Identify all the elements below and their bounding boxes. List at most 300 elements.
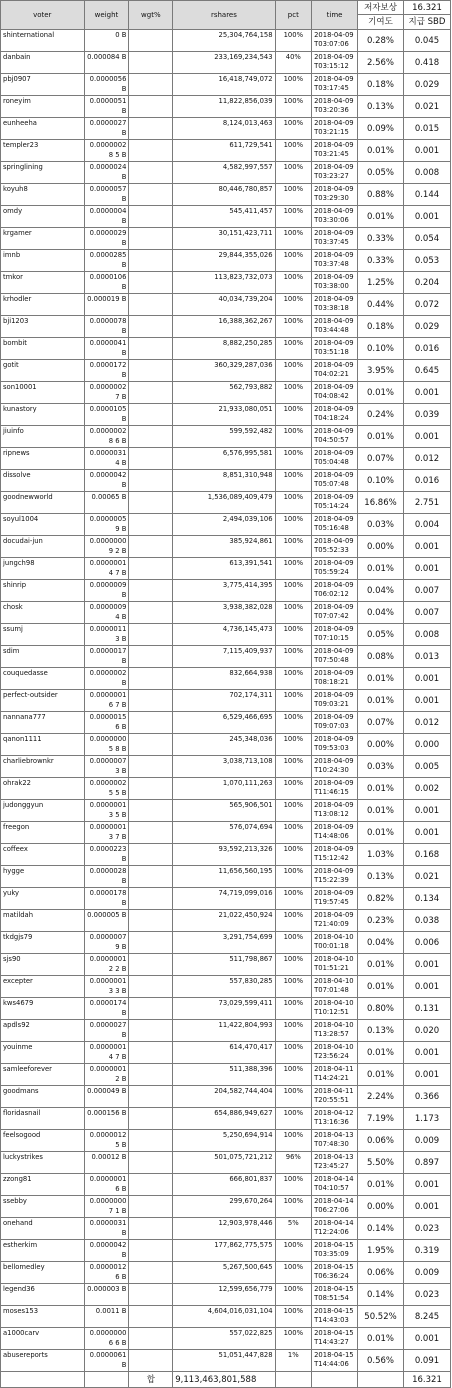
cell-rshares: 25,304,764,158 [173, 30, 275, 52]
cell-voter: floridasnail [1, 1108, 85, 1130]
col-header-pct: pct [275, 1, 312, 30]
cell-time: 2018-04-09T07:10:15 [312, 624, 358, 646]
cell-sbd: 0.072 [403, 294, 450, 316]
cell-contrib: 2.24% [358, 1086, 404, 1108]
cell-wgt-pct [129, 140, 173, 162]
cell-sbd: 0.015 [403, 118, 450, 140]
cell-wgt-pct [129, 426, 173, 448]
cell-wgt-pct [129, 1042, 173, 1064]
cell-weight: 0.0000078 B [84, 316, 129, 338]
cell-rshares: 4,582,997,557 [173, 162, 275, 184]
cell-wgt-pct [129, 888, 173, 910]
cell-contrib: 1.95% [358, 1240, 404, 1262]
table-row [1, 206, 451, 228]
cell-time: 2018-04-09T04:08:42 [312, 382, 358, 404]
cell-rshares: 16,418,749,072 [173, 74, 275, 96]
cell-contrib: 2.56% [358, 52, 404, 74]
cell-sbd: 0.053 [403, 250, 450, 272]
cell-pct: 100% [275, 910, 312, 932]
cell-weight: 0.00000094 B [84, 602, 129, 624]
cell-weight: 0.00000125 B [84, 1130, 129, 1152]
cell-pct: 100% [275, 954, 312, 976]
table-row [1, 1218, 451, 1240]
cell-wgt-pct [129, 624, 173, 646]
cell-wgt-pct [129, 228, 173, 250]
cell-weight: 0.0000051 B [84, 96, 129, 118]
col-header-rshares: rshares [173, 1, 275, 30]
cell-contrib: 0.04% [358, 932, 404, 954]
cell-contrib: 0.01% [358, 976, 404, 998]
table-row [1, 118, 451, 140]
cell-weight: 0.00012 B [84, 1152, 129, 1174]
cell-wgt-pct [129, 1196, 173, 1218]
table-row [1, 30, 451, 52]
cell-contrib: 0.05% [358, 624, 404, 646]
cell-weight: 0.00000027 B [84, 382, 129, 404]
cell-wgt-pct [129, 52, 173, 74]
cell-sbd: 0.001 [403, 976, 450, 998]
cell-voter: eunheeha [1, 118, 85, 140]
cell-rshares: 576,074,694 [173, 822, 275, 844]
cell-contrib: 0.13% [358, 96, 404, 118]
cell-weight: 0.00000012 B [84, 1064, 129, 1086]
cell-contrib: 0.07% [358, 712, 404, 734]
cell-wgt-pct [129, 1174, 173, 1196]
cell-time: 2018-04-09T04:18:24 [312, 404, 358, 426]
cell-rshares: 557,830,285 [173, 976, 275, 998]
cell-contrib: 0.01% [358, 1328, 404, 1350]
cell-voter: youinme [1, 1042, 85, 1064]
cell-sbd: 0.001 [403, 1042, 450, 1064]
cell-time: 2018-04-09T03:15:12 [312, 52, 358, 74]
cell-sbd: 0.144 [403, 184, 450, 206]
cell-rshares: 6,576,995,581 [173, 448, 275, 470]
cell-rshares: 565,906,501 [173, 800, 275, 822]
cell-sbd: 0.168 [403, 844, 450, 866]
table-row [1, 140, 451, 162]
cell-voter: bellomedley [1, 1262, 85, 1284]
cell-pct: 100% [275, 140, 312, 162]
cell-contrib: 0.82% [358, 888, 404, 910]
cell-time: 2018-04-10T01:51:21 [312, 954, 358, 976]
cell-voter: onehand [1, 1218, 85, 1240]
cell-wgt-pct [129, 1152, 173, 1174]
cell-contrib: 0.10% [358, 338, 404, 360]
cell-pct: 100% [275, 602, 312, 624]
cell-sbd: 0.023 [403, 1218, 450, 1240]
cell-contrib: 0.14% [358, 1284, 404, 1306]
cell-voter: abusereports [1, 1350, 85, 1372]
cell-voter: feelsogood [1, 1130, 85, 1152]
cell-contrib: 0.18% [358, 74, 404, 96]
cell-contrib: 0.44% [358, 294, 404, 316]
cell-contrib: 0.33% [358, 250, 404, 272]
cell-time: 2018-04-09T03:37:45 [312, 228, 358, 250]
cell-rshares: 545,411,457 [173, 206, 275, 228]
cell-rshares: 3,938,382,028 [173, 602, 275, 624]
cell-pct: 100% [275, 932, 312, 954]
table-row [1, 360, 451, 382]
cell-rshares: 557,022,825 [173, 1328, 275, 1350]
cell-sbd: 0.001 [403, 822, 450, 844]
table-row [1, 910, 451, 932]
cell-weight: 0.0000106 B [84, 272, 129, 294]
cell-wgt-pct [129, 184, 173, 206]
cell-weight: 0.0000042 B [84, 470, 129, 492]
cell-sbd: 0.001 [403, 382, 450, 404]
cell-rshares: 562,793,882 [173, 382, 275, 404]
cell-voter: legend36 [1, 1284, 85, 1306]
table-row [1, 250, 451, 272]
cell-contrib: 7.19% [358, 1108, 404, 1130]
cell-sbd: 0.039 [403, 404, 450, 426]
col-header-voter: voter [1, 1, 85, 30]
cell-rshares: 51,051,447,828 [173, 1350, 275, 1372]
table-row [1, 1196, 451, 1218]
cell-time: 2018-04-09T03:20:36 [312, 96, 358, 118]
cell-voter: pbj0907 [1, 74, 85, 96]
cell-weight: 0.000019 B [84, 294, 129, 316]
cell-pct: 100% [275, 976, 312, 998]
cell-voter: ssebby [1, 1196, 85, 1218]
cell-time: 2018-04-09T09:53:03 [312, 734, 358, 756]
cell-sbd: 0.000 [403, 734, 450, 756]
cell-pct: 100% [275, 492, 312, 514]
cell-sbd: 8.245 [403, 1306, 450, 1328]
cell-sbd: 0.005 [403, 756, 450, 778]
cell-weight: 0.0000024 B [84, 162, 129, 184]
cell-time: 2018-04-09T08:18:21 [312, 668, 358, 690]
cell-weight: 0.0000028 B [84, 866, 129, 888]
cell-weight: 0.0000031 B [84, 1218, 129, 1240]
cell-rshares: 177,862,775,575 [173, 1240, 275, 1262]
table-row [1, 1284, 451, 1306]
cell-voter: koyuh8 [1, 184, 85, 206]
cell-wgt-pct [129, 976, 173, 998]
cell-sbd: 0.013 [403, 646, 450, 668]
table-row [1, 426, 451, 448]
table-row [1, 382, 451, 404]
cell-rshares: 11,422,804,993 [173, 1020, 275, 1042]
cell-time: 2018-04-15T03:35:09 [312, 1240, 358, 1262]
table-row [1, 558, 451, 580]
cell-voter: roneyim [1, 96, 85, 118]
table-row [1, 1240, 451, 1262]
cell-rshares: 3,291,754,699 [173, 932, 275, 954]
cell-sbd: 0.418 [403, 52, 450, 74]
cell-sbd: 0.021 [403, 866, 450, 888]
cell-voter: krhodler [1, 294, 85, 316]
cell-wgt-pct [129, 206, 173, 228]
cell-wgt-pct [129, 866, 173, 888]
cell-weight: 0.00000012 2 B [84, 954, 129, 976]
cell-voter: luckystrikes [1, 1152, 85, 1174]
cell-rshares: 93,592,213,326 [173, 844, 275, 866]
cell-wgt-pct [129, 1284, 173, 1306]
cell-contrib: 0.06% [358, 1130, 404, 1152]
cell-wgt-pct [129, 1262, 173, 1284]
cell-wgt-pct [129, 470, 173, 492]
cell-weight: 0.0000041 B [84, 338, 129, 360]
cell-wgt-pct [129, 778, 173, 800]
table-row [1, 1328, 451, 1350]
cell-contrib: 0.00% [358, 734, 404, 756]
cell-wgt-pct [129, 382, 173, 404]
cell-time: 2018-04-09T07:50:48 [312, 646, 358, 668]
cell-time: 2018-04-09T14:48:06 [312, 822, 358, 844]
cell-contrib: 0.01% [358, 140, 404, 162]
cell-time: 2018-04-14T12:24:06 [312, 1218, 358, 1240]
cell-time: 2018-04-11T20:55:51 [312, 1086, 358, 1108]
cell-wgt-pct [129, 360, 173, 382]
cell-pct: 100% [275, 96, 312, 118]
cell-pct: 100% [275, 756, 312, 778]
cell-rshares: 385,924,861 [173, 536, 275, 558]
cell-rshares: 12,903,978,446 [173, 1218, 275, 1240]
cell-weight: 0.0000172 B [84, 360, 129, 382]
cell-time: 2018-04-09T04:50:57 [312, 426, 358, 448]
table-row [1, 1152, 451, 1174]
table-row [1, 580, 451, 602]
cell-weight: 0.000003 B [84, 1284, 129, 1306]
cell-time: 2018-04-10T13:28:57 [312, 1020, 358, 1042]
cell-time: 2018-04-09T03:23:27 [312, 162, 358, 184]
cell-weight: 0.0000285 B [84, 250, 129, 272]
cell-sbd: 0.007 [403, 602, 450, 624]
cell-rshares: 29,844,355,026 [173, 250, 275, 272]
table-row [1, 184, 451, 206]
cell-weight: 0.000049 B [84, 1086, 129, 1108]
cell-wgt-pct [129, 910, 173, 932]
cell-voter: matildah [1, 910, 85, 932]
table-row [1, 162, 451, 184]
cell-sbd: 0.016 [403, 338, 450, 360]
table-row [1, 888, 451, 910]
cell-pct: 100% [275, 778, 312, 800]
table-row [1, 96, 451, 118]
cell-voter: ohrak22 [1, 778, 85, 800]
cell-sbd: 0.004 [403, 514, 450, 536]
table-row [1, 1262, 451, 1284]
cell-voter: docudai-jun [1, 536, 85, 558]
cell-weight: 0.0000174 B [84, 998, 129, 1020]
cell-time: 2018-04-09T03:21:45 [312, 140, 358, 162]
cell-wgt-pct [129, 734, 173, 756]
cell-weight: 0.00000016 7 B [84, 690, 129, 712]
cell-pct: 5% [275, 1218, 312, 1240]
cell-voter: son10001 [1, 382, 85, 404]
cell-weight: 0.000084 B [84, 52, 129, 74]
cell-pct: 100% [275, 1284, 312, 1306]
cell-sbd: 0.008 [403, 162, 450, 184]
cell-wgt-pct [129, 96, 173, 118]
table-row [1, 822, 451, 844]
cell-time: 2018-04-09T04:02:21 [312, 360, 358, 382]
cell-wgt-pct [129, 1020, 173, 1042]
cell-contrib: 0.33% [358, 228, 404, 250]
cell-wgt-pct [129, 954, 173, 976]
cell-wgt-pct [129, 250, 173, 272]
cell-weight: 0.0000017 B [84, 646, 129, 668]
cell-contrib: 0.01% [358, 1042, 404, 1064]
cell-contrib: 1.03% [358, 844, 404, 866]
cell-voter: qanon1111 [1, 734, 85, 756]
cell-pct: 100% [275, 1042, 312, 1064]
cell-contrib: 0.01% [358, 558, 404, 580]
cell-voter: apdls92 [1, 1020, 85, 1042]
cell-pct: 100% [275, 1240, 312, 1262]
cell-weight: 0.0000056 B [84, 74, 129, 96]
cell-contrib: 0.28% [358, 30, 404, 52]
cell-contrib: 0.01% [358, 668, 404, 690]
total-row [1, 1372, 451, 1388]
cell-time: 2018-04-09T03:37:48 [312, 250, 358, 272]
col-header-sbd: 지급 SBD [403, 15, 450, 30]
cell-voter: freegon [1, 822, 85, 844]
cell-voter: judonggyun [1, 800, 85, 822]
cell-pct: 100% [275, 1328, 312, 1350]
cell-wgt-pct [129, 316, 173, 338]
cell-weight: 0.00000079 B [84, 932, 129, 954]
cell-sbd: 0.006 [403, 932, 450, 954]
cell-time: 2018-04-09T03:38:00 [312, 272, 358, 294]
cell-wgt-pct [129, 800, 173, 822]
cell-time: 2018-04-09T07:07:42 [312, 602, 358, 624]
cell-time: 2018-04-11T14:24:21 [312, 1064, 358, 1086]
cell-voter: tkdgjs79 [1, 932, 85, 954]
cell-weight: 0.00000059 B [84, 514, 129, 536]
table-row [1, 800, 451, 822]
cell-weight: 0.00000013 5 B [84, 800, 129, 822]
cell-contrib: 0.07% [358, 448, 404, 470]
cell-contrib: 0.00% [358, 536, 404, 558]
cell-pct: 100% [275, 448, 312, 470]
cell-weight: 0.00000028 6 B [84, 426, 129, 448]
cell-wgt-pct [129, 932, 173, 954]
cell-sbd: 0.131 [403, 998, 450, 1020]
cell-rshares: 4,604,016,031,104 [173, 1306, 275, 1328]
cell-voter: perfect-outsider [1, 690, 85, 712]
table-row [1, 536, 451, 558]
cell-voter: templer23 [1, 140, 85, 162]
cell-wgt-pct [129, 580, 173, 602]
cell-pct: 100% [275, 1174, 312, 1196]
cell-pct: 100% [275, 338, 312, 360]
cell-weight: 0.00000113 B [84, 624, 129, 646]
cell-rshares: 1,070,111,263 [173, 778, 275, 800]
cell-time: 2018-04-09T05:52:33 [312, 536, 358, 558]
cell-rshares: 511,798,867 [173, 954, 275, 976]
cell-time: 2018-04-09T03:17:45 [312, 74, 358, 96]
author-reward-label: 저자보상 [358, 1, 404, 15]
cell-weight: 0.0000002 B [84, 668, 129, 690]
cell-pct: 100% [275, 470, 312, 492]
cell-contrib: 0.04% [358, 602, 404, 624]
cell-contrib: 0.03% [358, 514, 404, 536]
table-row [1, 448, 451, 470]
cell-voter: charliebrownkr [1, 756, 85, 778]
cell-weight: 0.00000314 B [84, 448, 129, 470]
cell-wgt-pct [129, 1328, 173, 1350]
cell-rshares: 11,822,856,039 [173, 96, 275, 118]
cell-voter: sjs90 [1, 954, 85, 976]
cell-sbd: 0.001 [403, 1328, 450, 1350]
total-label: 합 [129, 1372, 173, 1388]
cell-voter: goodmans [1, 1086, 85, 1108]
cell-weight: 0.0011 B [84, 1306, 129, 1328]
cell-voter: omdy [1, 206, 85, 228]
table-row [1, 1174, 451, 1196]
cell-pct: 100% [275, 228, 312, 250]
cell-voter: tmkor [1, 272, 85, 294]
cell-sbd: 0.012 [403, 448, 450, 470]
cell-time: 2018-04-09T03:51:18 [312, 338, 358, 360]
cell-sbd: 2.751 [403, 492, 450, 514]
cell-contrib: 0.88% [358, 184, 404, 206]
cell-rshares: 611,729,541 [173, 140, 275, 162]
cell-sbd: 0.001 [403, 536, 450, 558]
cell-rshares: 74,719,099,016 [173, 888, 275, 910]
cell-wgt-pct [129, 1064, 173, 1086]
table-row [1, 404, 451, 426]
cell-sbd: 0.007 [403, 580, 450, 602]
cell-pct: 100% [275, 1130, 312, 1152]
cell-time: 2018-04-09T19:57:45 [312, 888, 358, 910]
cell-pct: 100% [275, 184, 312, 206]
cell-wgt-pct [129, 844, 173, 866]
cell-contrib: 0.01% [358, 382, 404, 404]
cell-rshares: 299,670,264 [173, 1196, 275, 1218]
cell-time: 2018-04-09T03:07:06 [312, 30, 358, 52]
cell-weight: 0.0000057 B [84, 184, 129, 206]
cell-wgt-pct [129, 1218, 173, 1240]
cell-voter: moses153 [1, 1306, 85, 1328]
cell-wgt-pct [129, 1086, 173, 1108]
cell-weight: 0.00000028 5 B [84, 140, 129, 162]
cell-sbd: 0.091 [403, 1350, 450, 1372]
cell-pct: 100% [275, 624, 312, 646]
cell-wgt-pct [129, 272, 173, 294]
table-row [1, 338, 451, 360]
cell-wgt-pct [129, 1130, 173, 1152]
cell-pct: 100% [275, 646, 312, 668]
cell-weight: 0.00000013 3 B [84, 976, 129, 998]
cell-sbd: 0.001 [403, 1064, 450, 1086]
cell-pct: 96% [275, 1152, 312, 1174]
cell-time: 2018-04-14T06:27:06 [312, 1196, 358, 1218]
cell-contrib: 0.01% [358, 800, 404, 822]
cell-weight: 0 B [84, 30, 129, 52]
cell-voter: sdim [1, 646, 85, 668]
table-row [1, 624, 451, 646]
table-row [1, 1020, 451, 1042]
cell-sbd: 0.897 [403, 1152, 450, 1174]
cell-pct: 100% [275, 250, 312, 272]
cell-voter: krgamer [1, 228, 85, 250]
cell-rshares: 204,582,744,404 [173, 1086, 275, 1108]
cell-voter: a1000carv [1, 1328, 85, 1350]
cell-weight: 0.00000014 7 B [84, 1042, 129, 1064]
cell-voter: chosk [1, 602, 85, 624]
cell-rshares: 8,124,013,463 [173, 118, 275, 140]
cell-time: 2018-04-10T10:12:51 [312, 998, 358, 1020]
cell-time: 2018-04-09T06:02:12 [312, 580, 358, 602]
cell-pct: 100% [275, 206, 312, 228]
cell-time: 2018-04-09T03:30:06 [312, 206, 358, 228]
cell-pct: 100% [275, 360, 312, 382]
cell-time: 2018-04-09T13:08:12 [312, 800, 358, 822]
cell-contrib: 0.56% [358, 1350, 404, 1372]
